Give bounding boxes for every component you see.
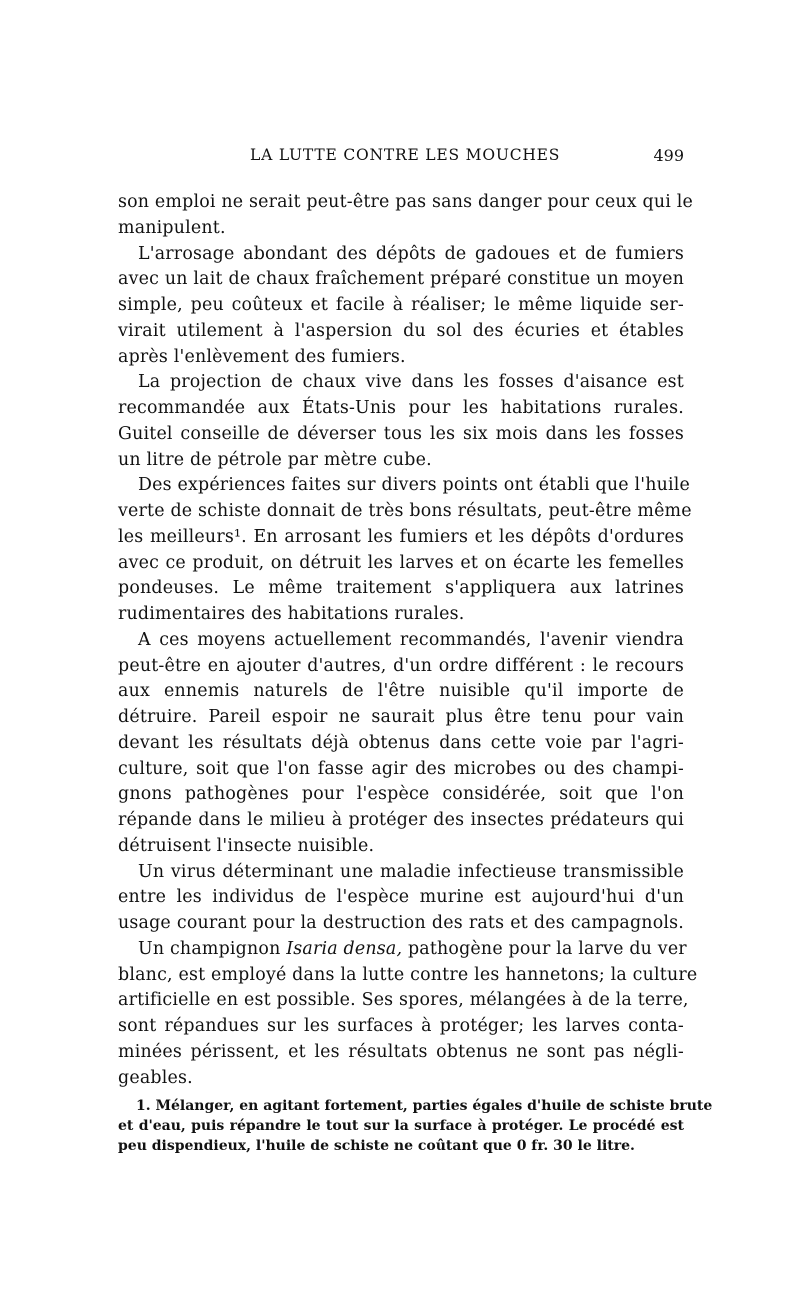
text-line: peut-être en ajouter d'autres, d'un ordre différent : le recours — [118, 655, 684, 676]
text-line: aux ennemis naturels de l'être nuisible qu'il importe de — [118, 681, 684, 702]
text-line: minées périssent, et les résultats obtenus ne sont pas négli- — [118, 1041, 684, 1062]
text-line: avec un lait de chaux fraîchement préparé constitue un moyen — [118, 269, 684, 290]
text-line: son emploi ne serait peut-être pas sans danger pour ceux qui le — [118, 192, 694, 212]
text-line: répande dans le milieu à protéger des insectes prédateurs qui — [118, 810, 684, 830]
text-line: pondeuses. Le même traitement s'appliquera aux latrines — [118, 578, 684, 599]
running-title: LA LUTTE CONTRE LES MOUCHES — [250, 146, 561, 164]
text-line: rudimentaires des habitations rurales. — [118, 604, 465, 624]
text-line: manipulent. — [118, 217, 226, 238]
running-head — [118, 146, 684, 170]
text-line: après l'enlèvement des fumiers. — [118, 346, 406, 367]
text-line: entre les individus de l'espèce murine est aujourd'hui d'un — [118, 887, 684, 908]
text-line: verte de schiste donnait de très bons résultats, peut-être même — [118, 501, 692, 521]
text-line: virait utilement à l'aspersion du sol des écuries et étables — [118, 320, 684, 341]
text-line: blanc, est employé dans la lutte contre les hannetons; la culture — [118, 964, 698, 985]
text-line: gnons pathogènes pour l'espèce considérée, soit que l'on — [118, 784, 684, 805]
text-fragment: Un champignon — [138, 938, 281, 959]
body-text — [118, 190, 698, 1091]
text-line: artificielle en est possible. Ses spores, mélangées à de la terre, — [118, 990, 689, 1011]
text-line: détruire. Pareil espoir ne saurait plus être tenu pour vain — [118, 707, 684, 727]
text-line: simple, peu coûteux et facile à réaliser; le même liquide ser- — [118, 295, 684, 315]
text-line: détruisent l'insecte nuisible. — [118, 835, 375, 856]
text-line: avec ce produit, on détruit les larves et on écarte les femelles — [118, 552, 684, 573]
text-line: un litre de pétrole par mètre cube. — [118, 449, 432, 470]
text-fragment: pathogène pour la larve du ver — [407, 938, 687, 959]
text-line: culture, soit que l'on fasse agir des microbes ou des champi- — [118, 758, 684, 779]
text-line: recommandée aux États-Unis pour les habitations rurales. — [118, 398, 684, 418]
text-line — [118, 937, 687, 963]
text-line: Guitel conseille de déverser tous les six mois dans les fosses — [118, 423, 684, 444]
footnote-line: peu dispendieux, l'huile de schiste ne coûtant que 0 fr. 30 le litre. — [118, 1138, 635, 1154]
text-line: les meilleurs¹. En arrosant les fumiers et les dépôts d'ordures — [118, 526, 684, 547]
text-line: geables. — [118, 1067, 193, 1088]
footnotes — [118, 1096, 713, 1156]
text-line: Des expériences faites sur divers points ont établi que l'huile — [138, 475, 691, 496]
text-line: Un virus déterminant une maladie infectieuse transmissible — [138, 861, 684, 882]
page-number: 499 — [653, 146, 684, 165]
species-name: Isaria densa, — [286, 938, 403, 959]
footnote-line: et d'eau, puis répandre le tout sur la surface à protéger. Le procédé est — [118, 1118, 684, 1134]
text-line: usage courant pour la destruction des rats et des campagnols. — [118, 913, 684, 933]
text-line: L'arrosage abondant des dépôts de gadoues et de fumiers — [138, 243, 684, 264]
text-line: A ces moyens actuellement recommandés, l'avenir viendra — [138, 629, 684, 650]
text-line: sont répandues sur les surfaces à protéger; les larves conta- — [118, 1016, 684, 1036]
text-line: devant les résultats déjà obtenus dans cette voie par l'agri- — [118, 732, 684, 753]
text-line: La projection de chaux vive dans les fosses d'aisance est — [138, 372, 684, 393]
footnote-line: 1. Mélanger, en agitant fortement, parties égales d'huile de schiste brute — [136, 1098, 713, 1114]
